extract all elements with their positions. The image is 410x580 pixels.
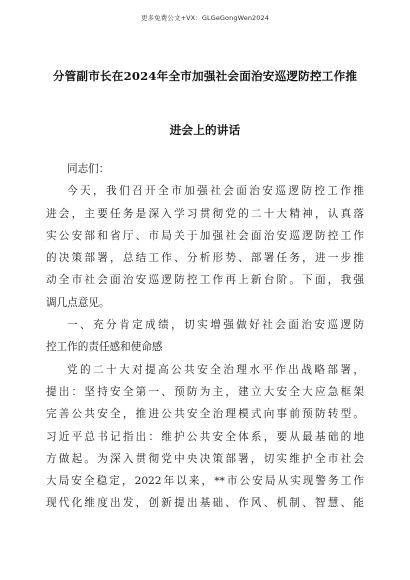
paragraph-line: 实公安部和省厅、市局关于加强社会面治安巡逻防控工作	[46, 229, 364, 242]
paragraph-section-1	[46, 359, 364, 515]
section-heading-line: 控工作的责任感和使命感	[46, 341, 163, 354]
paragraph-line: 现代化维度出发，创新提出基础、作风、机制、智慧、能	[46, 497, 364, 510]
paragraph-line: 大局安全稳定，2022年以来，**市公安局从实现警务工作	[46, 475, 364, 488]
paragraph-line: 党的二十大对提高公共安全治理水平作出战略部署，	[67, 363, 364, 376]
paragraph-line: 动全市社会面治安巡逻防控工作再上新台阶。下面，我强	[46, 274, 364, 287]
section-heading-1	[46, 314, 364, 359]
document-title-line-1: 分管副市长在2024年全市加强社会面治安巡逻防控工作推	[52, 69, 358, 83]
salutation-line: 同志们：	[67, 163, 110, 175]
section-heading-line: 一、充分肯定成绩，切实增强做好社会面治安巡逻防	[67, 319, 364, 332]
paragraph-line: 方做起。为深入贯彻党中央决策部署，切实维护全市社会	[46, 452, 364, 465]
salutation	[46, 158, 364, 180]
paragraph-line: 完善公共安全，推进公共安全治理模式向事前预防转型。	[46, 408, 364, 421]
paragraph-line: 习近平总书记指出：维护公共安全体系，要从最基础的地	[46, 430, 364, 443]
paragraph-line: 提出：坚持安全第一、预防为主，建立大安全大应急框架	[46, 385, 364, 398]
paragraph-line: 的决策部署，总结工作、分析形势、部署任务，进一步推	[46, 252, 364, 265]
paragraph-line: 今天，我们召开全市加强社会面治安巡逻防控工作推	[67, 185, 364, 198]
paragraph-line: 进会，主要任务是深入学习贯彻党的二十大精神，认真落	[46, 207, 364, 220]
header-note: 更多免费公文+VX：GLGeGongWen2024	[140, 14, 269, 22]
paragraph-intro	[46, 180, 364, 314]
paragraph-line: 调几点意见。	[46, 296, 110, 309]
document-title-line-2: 进会上的讲话	[169, 123, 241, 137]
document-body	[46, 158, 364, 515]
